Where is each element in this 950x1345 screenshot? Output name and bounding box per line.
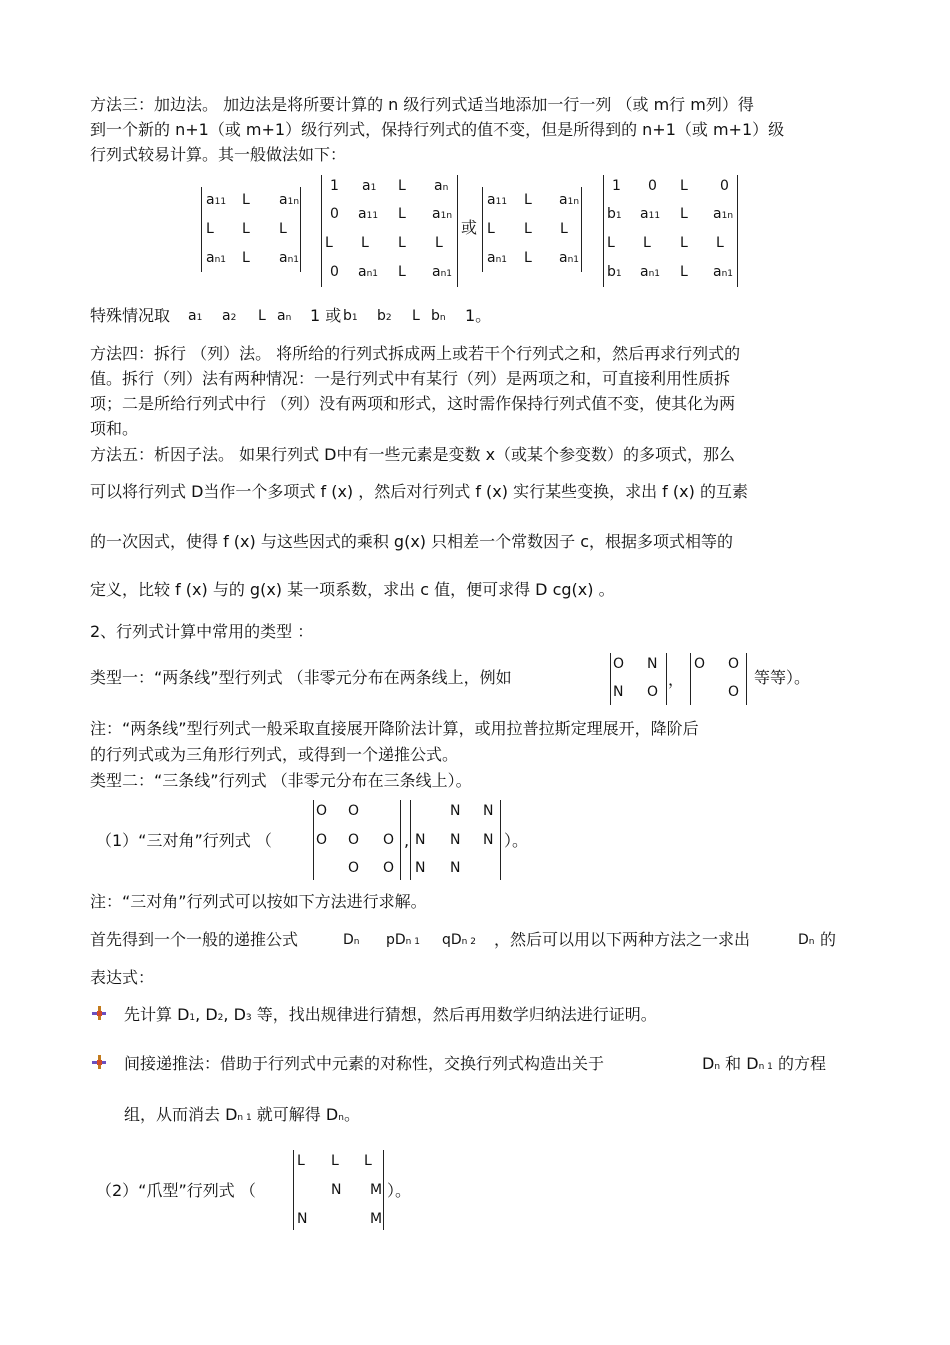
matrix-entry: L	[680, 235, 688, 251]
det-bar	[610, 653, 611, 705]
matrix-entry: L	[331, 1153, 339, 1169]
tridiagonal-prefix: （1）“三对角”行列式 （	[96, 831, 272, 850]
bullet2-line1-math: Dn 和 Dn 1 的方程	[702, 1054, 826, 1073]
method3-line2: 到一个新的 n+1（或 m+1）级行列式，保持行列式的值不变，但是所得到的 n+1（或 m+1）级	[90, 120, 785, 139]
special-a1: a1	[188, 308, 203, 324]
matrix-entry: N	[415, 832, 426, 848]
recurrence-qD: qDn 2	[442, 932, 476, 948]
note1-line1: 注：“两条线”型行列式一般采取直接展开降阶法计算，或用拉普拉斯定理展开，降阶后	[90, 719, 699, 738]
note2-text: 注：“三对角”行列式可以按如下方法进行求解。	[90, 892, 427, 911]
det-bar	[500, 800, 501, 880]
matrix-entry: L	[524, 221, 532, 237]
matrix-entry: O	[647, 684, 659, 700]
matrix-entry: 0	[330, 264, 339, 280]
matrix-entry: O	[728, 684, 740, 700]
det-bar	[201, 187, 202, 272]
det-bar	[300, 187, 301, 272]
recurrence-line2: 表达式：	[90, 968, 155, 987]
matrix-entry: O	[316, 832, 328, 848]
special-b1: b1	[343, 308, 358, 324]
matrix-entry: O	[383, 832, 395, 848]
matrix-entry: a11	[206, 192, 227, 208]
bullet2-line2: 组，从而消去 Dn 1 就可解得 Dn。	[124, 1105, 360, 1124]
matrix-entry: a1n	[559, 192, 580, 208]
det-bar	[410, 800, 411, 880]
special-one-or: 1 或	[310, 306, 342, 325]
matrix-entry: L	[206, 221, 214, 237]
method5-line4: 定义，比较 f (x) 与的 g(x) 某一项系数，求出 c 值，便可求得 D cg(x) 。	[90, 580, 615, 599]
matrix-entry: L	[398, 178, 406, 194]
matrix-entry: 0	[648, 178, 657, 194]
matrix-entry: b1	[607, 264, 622, 280]
method4-line2: 值。拆行（列）法有两种情况：一是行列式中有某行（列）是两项之和，可直接利用性质拆	[90, 369, 731, 388]
bullet1-text: 先计算 D1, D2, D3 等，找出规律进行猜想，然后再用数学归纳法进行证明。	[124, 1005, 657, 1024]
recurrence-Dn2: Dn	[798, 932, 815, 948]
matrix-entry: L	[524, 250, 532, 266]
matrix-entry: L	[716, 235, 724, 251]
matrix-entry: N	[331, 1182, 342, 1198]
matrix-entry: an1	[358, 264, 379, 280]
method4-line4: 项和。	[90, 419, 139, 438]
det-bar	[293, 1150, 294, 1230]
matrix-entry: L	[398, 206, 406, 222]
matrix-entry: N	[415, 860, 426, 876]
det-bar	[482, 187, 483, 272]
matrix-entry: an1	[206, 250, 227, 266]
special-case-prefix: 特殊情况取	[90, 306, 171, 325]
special-dots1: L	[258, 308, 266, 324]
det-bar	[457, 175, 458, 287]
matrix-entry: O	[316, 803, 328, 819]
recurrence-mid: ，然后可以用以下两种方法之一求出	[494, 930, 751, 949]
matrix-entry: L	[242, 250, 250, 266]
matrix-entry: L	[297, 1153, 305, 1169]
matrix-entry: N	[483, 832, 494, 848]
matrix-entry: L	[398, 235, 406, 251]
matrix-entry: O	[613, 656, 625, 672]
matrix-entry: a1	[362, 178, 377, 194]
matrix-entry: N	[647, 656, 658, 672]
matrix-entry: O	[383, 860, 395, 876]
matrix-entry: an1	[432, 264, 453, 280]
det-bar	[581, 187, 582, 272]
matrix-entry: L	[361, 235, 369, 251]
matrix-entry: 1	[612, 178, 621, 194]
matrix-entry: 0	[720, 178, 729, 194]
claw-prefix: （2）“爪型”行列式 （	[96, 1181, 256, 1200]
matrix-entry: L	[364, 1153, 372, 1169]
matrix-entry: a1n	[713, 206, 734, 222]
matrix-entry: N	[450, 832, 461, 848]
matrix-entry: L	[643, 235, 651, 251]
det-bar	[321, 175, 322, 287]
matrix-entry: a11	[358, 206, 379, 222]
method3-line1: 方法三：加边法。 加边法是将所要计算的 n 级行列式适当地添加一行一列 （或 m行 m列）得	[90, 95, 754, 114]
matrix-entry: O	[348, 803, 360, 819]
recurrence-Dn: Dn	[343, 932, 360, 948]
matrix-entry: N	[450, 860, 461, 876]
matrix-entry: L	[279, 221, 287, 237]
matrix-entry: 0	[330, 206, 339, 222]
or-word: 或	[461, 218, 478, 237]
matrix-entry: a1n	[432, 206, 453, 222]
matrix-entry: N	[450, 803, 461, 819]
method5-line2: 可以将行列式 D当作一个多项式 f (x) ，然后对行列式 f (x) 实行某些变换，求出 f (x) 的互素	[90, 482, 748, 501]
method4-line1: 方法四：拆行 （列）法。 将所给的行列式拆成两上或若干个行列式之和，然后再求行列式的	[90, 344, 741, 363]
method4-line3: 项；二是所给行列式中行 （列）没有两项和形式，这时需作保持行列式值不变，使其化为两	[90, 394, 736, 413]
special-dots2: L	[412, 308, 420, 324]
recurrence-pD: pDn 1	[386, 932, 420, 948]
det-bar	[313, 800, 314, 880]
method5-line1: 方法五：析因子法。 如果行列式 D中有一些元素是变数 x（或某个参变数）的多项式，那么	[90, 445, 736, 464]
claw-suffix: ）。	[387, 1181, 412, 1200]
matrix-entry: L	[680, 206, 688, 222]
det-bar	[383, 1150, 384, 1230]
matrix-entry: a1n	[279, 192, 300, 208]
special-bn: bn	[431, 308, 446, 324]
matrix-entry: L	[435, 235, 443, 251]
matrix-entry: M	[370, 1211, 383, 1227]
matrix-entry: N	[483, 803, 494, 819]
det-bar	[746, 653, 747, 705]
method5-line3: 的一次因式，使得 f (x) 与这些因式的乘积 g(x) 只相差一个常数因子 c，根据多项式相等的	[90, 532, 734, 551]
matrix-entry: L	[524, 192, 532, 208]
type1-comma: ，	[668, 670, 685, 689]
matrix-entry: 1	[330, 178, 339, 194]
tridiagonal-suffix: ）。	[504, 831, 529, 850]
bullet-icon	[92, 1055, 106, 1069]
tridiagonal-comma: ,	[404, 831, 410, 850]
matrix-entry: L	[680, 178, 688, 194]
type1-prefix: 类型一：“两条线”型行列式 （非零元分布在两条线上，例如	[90, 668, 512, 687]
recurrence-prefix: 首先得到一个一般的递推公式	[90, 930, 299, 949]
matrix-entry: an1	[713, 264, 734, 280]
special-one-end: 1。	[465, 306, 492, 325]
note1-line2: 的行列式或为三角形行列式，或得到一个递推公式。	[90, 745, 459, 764]
matrix-entry: O	[694, 656, 706, 672]
matrix-entry: N	[297, 1211, 308, 1227]
matrix-entry: an1	[487, 250, 508, 266]
det-bar	[737, 175, 738, 287]
bullet-icon	[92, 1006, 106, 1020]
matrix-entry: a11	[640, 206, 661, 222]
det-bar	[666, 653, 667, 705]
matrix-entry: N	[613, 684, 624, 700]
matrix-entry: an1	[559, 250, 580, 266]
special-an: an	[277, 308, 292, 324]
det-bar	[400, 800, 401, 880]
matrix-entry: L	[680, 264, 688, 280]
matrix-entry: L	[242, 192, 250, 208]
section-2-title: 2、行列式计算中常用的类型 ：	[90, 622, 314, 641]
method3-line3: 行列式较易计算。其一般做法如下：	[90, 145, 347, 164]
det-bar	[690, 653, 691, 705]
matrix-entry: an	[434, 178, 449, 194]
type1-suffix: 等等）。	[754, 668, 811, 687]
special-b2: b2	[377, 308, 392, 324]
matrix-entry: an1	[640, 264, 661, 280]
matrix-entry: O	[348, 832, 360, 848]
matrix-entry: an1	[279, 250, 300, 266]
matrix-entry: O	[348, 860, 360, 876]
matrix-entry: L	[398, 264, 406, 280]
matrix-entry: M	[370, 1182, 383, 1198]
det-bar	[603, 175, 604, 287]
special-a2: a2	[222, 308, 237, 324]
matrix-entry: L	[560, 221, 568, 237]
matrix-entry: O	[728, 656, 740, 672]
matrix-entry: a11	[487, 192, 508, 208]
bullet2-line1-text: 间接递推法：借助于行列式中元素的对称性，交换行列式构造出关于	[124, 1054, 605, 1073]
matrix-entry: L	[325, 235, 333, 251]
matrix-entry: b1	[607, 206, 622, 222]
matrix-entry: L	[607, 235, 615, 251]
matrix-entry: L	[487, 221, 495, 237]
type2-title: 类型二：“三条线”行列式 （非零元分布在三条线上）。	[90, 771, 472, 790]
matrix-entry: L	[242, 221, 250, 237]
recurrence-suffix: 的	[820, 930, 837, 949]
